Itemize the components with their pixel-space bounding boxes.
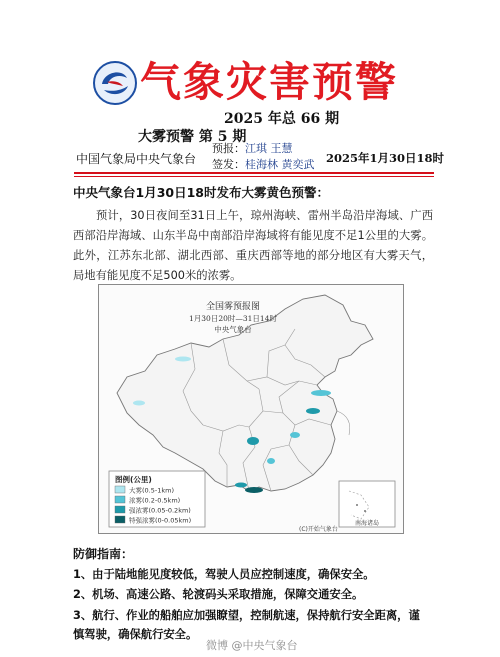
- series-number: 大雾预警 第 5 期: [138, 129, 247, 145]
- issue-number: 2025 年总 66 期: [224, 111, 340, 127]
- map-time-range: 1月30日20时—31日14时: [189, 314, 277, 323]
- legend-label: 大雾(0.5-1km): [129, 486, 174, 495]
- guidance-item: 1、由于陆地能见度较低，驾驶人员应控制速度，确保安全。: [73, 568, 375, 581]
- legend-label: 浓雾(0.2-0.5km): [129, 496, 181, 505]
- guidance-item: 3、航行、作业的船舶应加强瞭望，控制航速，保持航行安全距离，谨慎驾驶，确保航行安全。: [73, 609, 420, 641]
- south-sea-inset: [339, 481, 395, 527]
- forecaster-names: 江琪 王慧: [245, 142, 293, 155]
- warning-headline: 中央气象台1月30日18时发布大雾黄色预警：: [73, 185, 329, 200]
- legend-label: 特强浓雾(0-0.05km): [129, 516, 192, 525]
- map-title: 全国雾预报图: [205, 302, 261, 312]
- legend-swatch: [115, 516, 125, 523]
- legend-title: 图例(公里): [115, 475, 152, 484]
- map-issuer: 中央气象台: [214, 325, 252, 334]
- legend-swatch: [115, 486, 125, 493]
- header-rule: [74, 172, 434, 174]
- issued-time: 2025年1月30日18时: [326, 151, 445, 165]
- approver-label: 签发：: [212, 158, 245, 171]
- cma-logo-icon: [92, 60, 138, 106]
- guidance-item: 2、机场、高速公路、轮渡码头采取措施，保障交通安全。: [73, 588, 364, 601]
- legend-label: 强浓雾(0.05-0.2km): [129, 506, 191, 515]
- fog-forecast-map: [98, 284, 404, 534]
- staff-block: [212, 141, 315, 173]
- legend-swatch: [115, 496, 125, 503]
- agency-name: 中国气象局中央气象台: [76, 152, 197, 166]
- forecaster-label: 预报：: [212, 142, 245, 155]
- warning-paragraph: 预计，30日夜间至31日上午，琼州海峡、雷州半岛沿岸海域、广西西部沿岸海域、山东半岛中南部沿岸海域将有能见度不足1公里的大雾。此外，江苏东北部、湖北西部、重庆西部等地的部分地区有大雾天气，局地有能见度不足500米的浓雾。: [73, 209, 433, 282]
- inset-label: 南海诸岛: [354, 520, 380, 527]
- header-rule-thin: [74, 176, 434, 177]
- legend-swatch: [115, 506, 125, 513]
- map-legend: [109, 471, 205, 527]
- approver-names: 桂海林 黄奕武: [245, 158, 315, 171]
- main-title: 气象灾害预警: [140, 58, 398, 106]
- weibo-watermark: 微博 @中央气象台: [206, 639, 298, 652]
- guidance-title: 防御指南：: [73, 547, 134, 561]
- map-credit: (C)开始气象台: [299, 526, 338, 533]
